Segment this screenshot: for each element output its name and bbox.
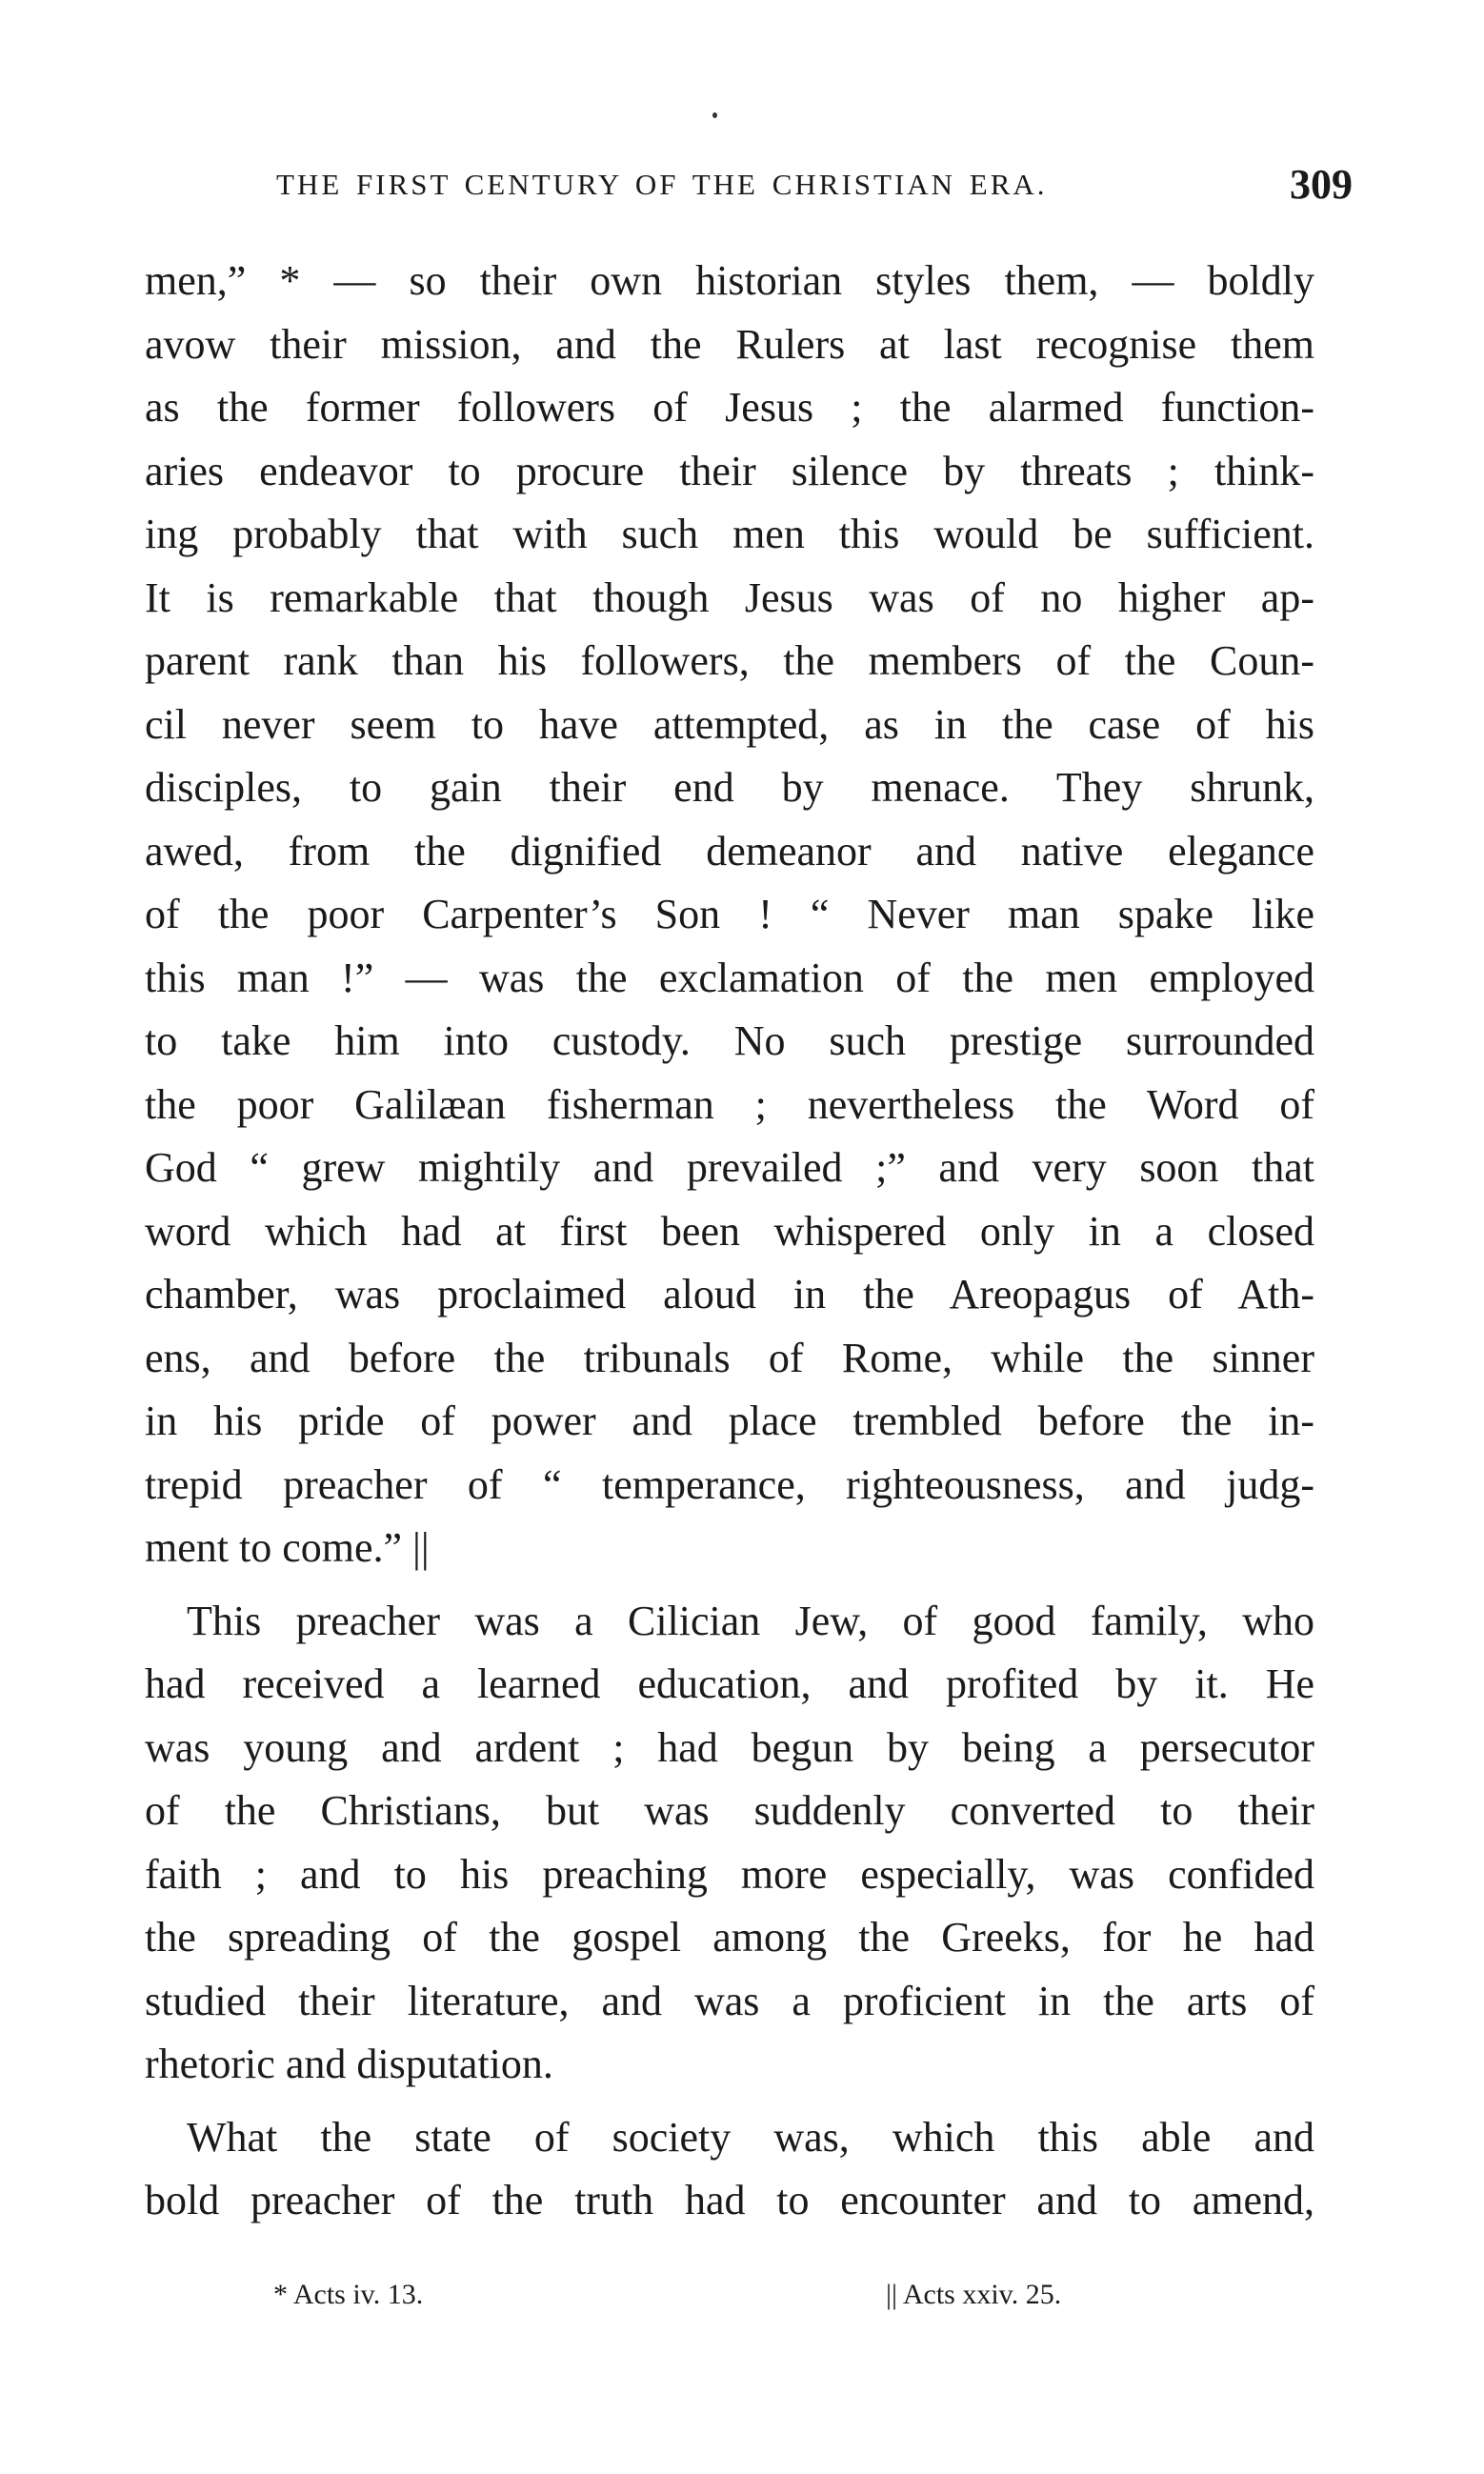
text-line: rhetoric and disputation.	[145, 2041, 553, 2087]
text-line: parent rank than his followers, the members of the Coun-	[145, 637, 1314, 684]
printing-speck	[712, 112, 717, 118]
footnote-acts-iv: * Acts iv. 13.	[273, 2279, 424, 2310]
text-line: the spreading of the gospel among the Greeks, for he had	[145, 1914, 1314, 1961]
text-line: trepid preacher of “ temperance, righteousness, and judg-	[145, 1460, 1314, 1508]
text-line: the poor Galilæan fisherman ; nevertheless the Word of	[145, 1080, 1314, 1128]
text-line: of the Christians, but was suddenly converted to their	[145, 1787, 1314, 1834]
text-line: God “ grew mightily and prevailed ;” and very soon that	[145, 1144, 1314, 1191]
text-line: of the poor Carpenter’s Son ! “ Never man spake like	[145, 891, 1314, 937]
body-text	[145, 250, 1314, 2233]
running-title: THE FIRST CENTURY OF THE CHRISTIAN ERA.	[276, 168, 1048, 201]
footnotes	[0, 2279, 1484, 2326]
page-header	[276, 160, 1353, 217]
text-line: ing probably that with such men this would be sufficient.	[145, 511, 1314, 557]
text-line: as the former followers of Jesus ; the alarmed function-	[145, 384, 1314, 431]
page-number: 309	[1290, 161, 1353, 208]
text-line: awed, from the dignified demeanor and native elegance	[145, 827, 1314, 875]
text-line: was young and ardent ; had begun by being a persecutor	[145, 1723, 1314, 1771]
paragraph-gap	[145, 2097, 1314, 2106]
paragraph-gap	[145, 1580, 1314, 1590]
text-line: in his pride of power and place trembled before the in-	[145, 1398, 1314, 1444]
text-line: This preacher was a Cilician Jew, of good family, who	[187, 1597, 1314, 1644]
text-line: bold preacher of the truth had to encounter and to amend,	[145, 2177, 1314, 2223]
paragraph-3	[145, 2106, 1314, 2233]
text-line: cil never seem to have attempted, as in the case of his	[145, 700, 1314, 748]
text-line: disciples, to gain their end by menace. They shrunk,	[145, 764, 1314, 811]
paragraph-1	[145, 250, 1314, 1580]
text-line: faith ; and to his preaching more especially, was confided	[145, 1850, 1314, 1898]
text-line: chamber, was proclaimed aloud in the Areopagus of Ath-	[145, 1271, 1314, 1317]
footnote-acts-xxiv: || Acts xxiv. 25.	[886, 2279, 1062, 2310]
text-line: ment to come.” ||	[145, 1524, 430, 1571]
text-line: word which had at first been whispered only in a closed	[145, 1207, 1314, 1255]
text-line: to take him into custody. No such prestige surrounded	[145, 1017, 1314, 1064]
text-line: It is remarkable that though Jesus was of no higher ap-	[145, 573, 1314, 621]
text-line: What the state of society was, which this able and	[187, 2113, 1314, 2161]
text-line: men,” * — so their own historian styles them, — boldly	[145, 257, 1314, 304]
text-line: ens, and before the tribunals of Rome, while the sinner	[145, 1334, 1314, 1381]
text-line: avow their mission, and the Rulers at last recognise them	[145, 320, 1314, 368]
text-line: had received a learned education, and profited by it. He	[145, 1660, 1314, 1707]
text-line: studied their literature, and was a proficient in the arts of	[145, 1977, 1314, 2024]
text-line: aries endeavor to procure their silence by threats ; think-	[145, 447, 1314, 494]
text-line: this man !” — was the exclamation of the men employed	[145, 954, 1314, 1001]
paragraph-2	[145, 1590, 1314, 2097]
